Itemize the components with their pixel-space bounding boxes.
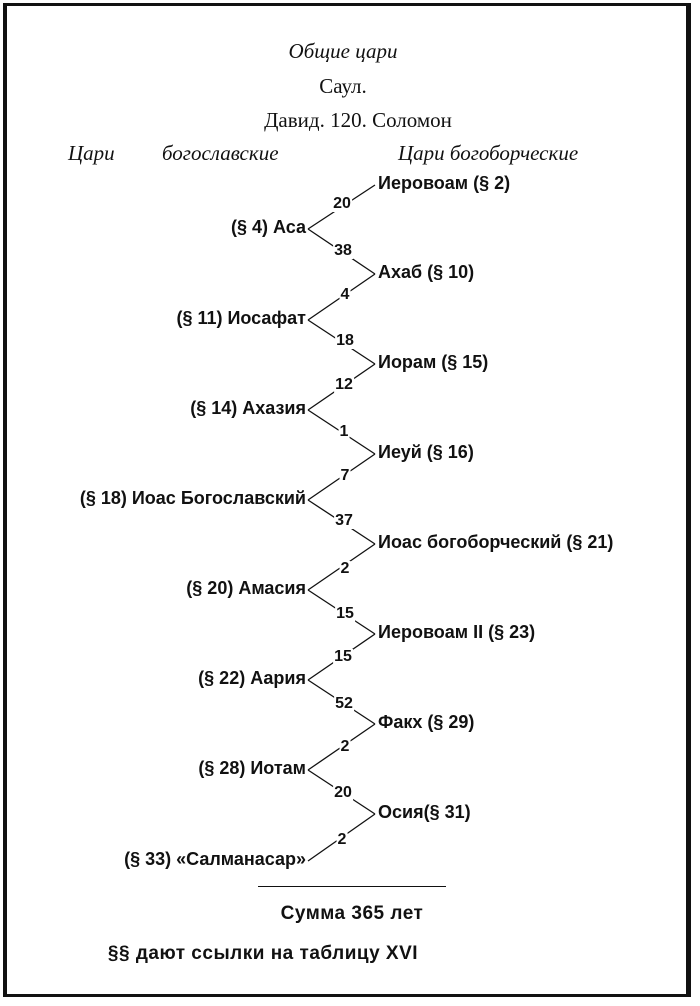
reign-years-number: 12	[335, 376, 353, 393]
right-king: Иорам (§ 15)	[378, 352, 489, 372]
reign-years-number: 18	[336, 332, 354, 349]
left-king: (§ 11) Иосафат	[176, 308, 306, 328]
left-king: (§ 18) Иоас Богославский	[79, 488, 306, 508]
reign-years-number: 1	[339, 423, 349, 440]
reign-years-number: 15	[336, 605, 354, 622]
left-king: (§ 4) Аса	[230, 217, 306, 237]
reign-years-number: 52	[335, 695, 353, 712]
right-king: Иеуй (§ 16)	[378, 442, 474, 462]
right-heading: Цари богоборческие	[398, 141, 579, 165]
left-king: (§ 20) Амасия	[186, 578, 306, 598]
right-king: Иоас богоборческий (§ 21)	[378, 532, 614, 552]
left-king: (§ 33) «Салманасар»	[124, 849, 306, 869]
reign-years-number: 38	[334, 242, 352, 259]
left-king: (§ 22) Аария	[198, 668, 306, 688]
reign-years-number: 7	[340, 467, 350, 484]
left-heading-word-1: Цари	[68, 141, 115, 165]
left-king: (§ 14) Ахазия	[190, 398, 306, 418]
left-heading-word-2: богославские	[162, 141, 279, 165]
reign-years-number: 4	[340, 286, 350, 303]
footnote: §§ дают ссылки на таблицу XVI	[107, 943, 419, 964]
right-king: Ахаб (§ 10)	[378, 262, 475, 282]
right-king: Иеровоам (§ 2)	[378, 173, 511, 193]
right-king: Осия(§ 31)	[378, 802, 471, 822]
sum-rule	[258, 886, 446, 887]
reign-years-number: 2	[340, 738, 350, 755]
reign-years-number: 2	[337, 831, 347, 848]
right-king: Факх (§ 29)	[378, 712, 475, 732]
saul-line: Саул.	[319, 74, 367, 98]
left-king: (§ 28) Иотам	[198, 758, 306, 778]
reign-years-number: 2	[340, 560, 350, 577]
title: Общие цари	[288, 39, 398, 63]
reign-years-number: 20	[333, 195, 351, 212]
reign-years-number: 15	[334, 648, 352, 665]
right-king: Иеровоам II (§ 23)	[378, 622, 536, 642]
reign-years-number: 20	[334, 784, 352, 801]
david-solomon-line: Давид. 120. Соломон	[264, 108, 452, 132]
sum-line: Сумма 365 лет	[280, 903, 424, 924]
reign-years-number: 37	[335, 512, 353, 529]
